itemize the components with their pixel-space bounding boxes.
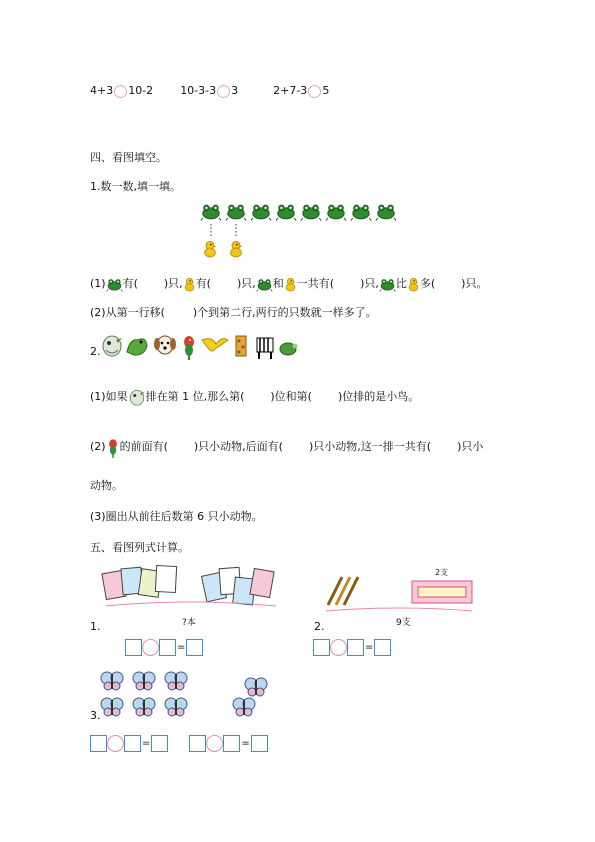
operator-circle[interactable] bbox=[206, 735, 223, 752]
equation-box[interactable] bbox=[374, 639, 391, 656]
section-5-heading: 五、看图列式计算。 bbox=[90, 541, 189, 554]
compare-circle-1[interactable] bbox=[114, 85, 127, 98]
butterfly-icon bbox=[164, 670, 188, 692]
q1-part: 多( bbox=[419, 277, 436, 290]
q2-part: 排在第 1 位,那么第( bbox=[145, 390, 245, 403]
q1-part: 有( bbox=[122, 277, 138, 290]
equals-sign: = bbox=[241, 737, 250, 749]
pencils-picture bbox=[320, 565, 480, 615]
chick-row bbox=[202, 240, 252, 260]
q1-part: 有( bbox=[195, 277, 211, 290]
section-4-heading: 四、看图填空。 bbox=[90, 151, 167, 164]
problem-3-equation bbox=[90, 734, 268, 752]
butterfly-icon bbox=[232, 696, 256, 718]
equation-box[interactable] bbox=[159, 639, 176, 656]
butterfly-icon bbox=[100, 696, 124, 718]
problem-1-number: 1. bbox=[90, 620, 101, 633]
problem-2-total: 9支 bbox=[396, 618, 411, 628]
frog-icon bbox=[200, 202, 222, 221]
frog-icon bbox=[300, 202, 322, 221]
question-1-line-1 bbox=[90, 275, 487, 293]
dog-icon bbox=[152, 332, 178, 358]
expr-2-left: 10-3-3 bbox=[180, 84, 217, 97]
q1-part: )只, bbox=[360, 277, 379, 290]
animal-row bbox=[100, 332, 300, 360]
equation-box[interactable] bbox=[313, 639, 330, 656]
q1-part: )只。 bbox=[461, 277, 488, 290]
chick-icon bbox=[183, 277, 196, 292]
q2-part: )只小动物,这一排一共有( bbox=[308, 440, 432, 453]
equation-box[interactable] bbox=[189, 735, 206, 752]
zebra-icon bbox=[254, 332, 276, 360]
equation-box[interactable] bbox=[125, 639, 142, 656]
q1-part: 比 bbox=[395, 277, 407, 290]
q2-part: (2) bbox=[90, 440, 106, 453]
butterfly-icon bbox=[100, 670, 124, 692]
problem-2-box-label: 2支 bbox=[435, 568, 449, 577]
q2-part: (1)如果 bbox=[90, 390, 128, 403]
problem-1-total: ?本 bbox=[182, 618, 196, 628]
q1-part: 和 bbox=[272, 277, 284, 290]
question-2-line-1 bbox=[90, 386, 419, 408]
chick-icon bbox=[284, 277, 297, 292]
expr-3-right: 5 bbox=[322, 84, 330, 97]
expr-1-right: 10-2 bbox=[128, 84, 154, 97]
question-2-line-2-cont: 动物。 bbox=[90, 479, 123, 492]
q1-part: 一共有( bbox=[296, 277, 335, 290]
equals-sign: = bbox=[177, 641, 186, 653]
butterfly-icon bbox=[132, 670, 156, 692]
chick-icon bbox=[407, 277, 420, 292]
q1-part: )只, bbox=[163, 277, 183, 290]
equation-box[interactable] bbox=[90, 735, 107, 752]
equation-box[interactable] bbox=[251, 735, 268, 752]
problem-2-number: 2. bbox=[314, 620, 325, 633]
question-1-title: 1.数一数,填一填。 bbox=[90, 180, 181, 193]
equals-sign: = bbox=[365, 641, 374, 653]
yellow-bird-icon bbox=[200, 334, 230, 356]
frog-icon bbox=[106, 277, 123, 292]
bird-icon bbox=[100, 332, 124, 358]
equation-box[interactable] bbox=[223, 735, 240, 752]
q2-part: )位和第( bbox=[270, 390, 312, 403]
butterfly-icon bbox=[164, 696, 188, 718]
compare-circle-2[interactable] bbox=[217, 85, 230, 98]
equation-box[interactable] bbox=[347, 639, 364, 656]
problem-3-number: 3. bbox=[90, 709, 101, 722]
dotted-guides bbox=[205, 224, 245, 240]
frog-icon bbox=[350, 202, 372, 221]
expr-1-left: 4+3 bbox=[90, 84, 114, 97]
compare-circle-3[interactable] bbox=[308, 85, 321, 98]
notebooks-picture bbox=[100, 562, 280, 610]
frog-icon bbox=[375, 202, 397, 221]
q1-part: )只, bbox=[236, 277, 256, 290]
bird-icon bbox=[128, 386, 146, 408]
frog-icon bbox=[225, 202, 247, 221]
q2-part: )只小 bbox=[457, 440, 484, 453]
parrot-icon bbox=[180, 332, 198, 360]
q2-part: 的前面有( bbox=[119, 440, 168, 453]
butterflies-picture bbox=[100, 670, 280, 722]
expr-2-right: 3 bbox=[231, 84, 239, 97]
dragon-icon bbox=[124, 332, 150, 358]
frog-icon bbox=[256, 277, 273, 292]
frog-icon bbox=[379, 277, 396, 292]
butterfly-icon bbox=[132, 696, 156, 718]
chick-icon bbox=[202, 240, 218, 258]
giraffe-icon bbox=[232, 332, 252, 360]
parrot-icon bbox=[106, 435, 120, 459]
turtle-icon bbox=[278, 338, 298, 358]
equals-sign: = bbox=[142, 737, 151, 749]
compare-row bbox=[90, 84, 329, 98]
operator-circle[interactable] bbox=[107, 735, 124, 752]
q1-part: (1) bbox=[90, 277, 106, 290]
q2-part: )位排的是小鸟。 bbox=[337, 390, 420, 403]
operator-circle[interactable] bbox=[142, 639, 159, 656]
equation-box[interactable] bbox=[151, 735, 168, 752]
question-2-number: 2. bbox=[90, 345, 101, 358]
chick-icon bbox=[228, 240, 244, 258]
butterfly-icon bbox=[244, 676, 268, 698]
operator-circle[interactable] bbox=[330, 639, 347, 656]
question-1-line-2[interactable]: (2)从第一行移( )个到第二行,两行的只数就一样多了。 bbox=[90, 306, 377, 319]
equation-box[interactable] bbox=[186, 639, 203, 656]
frog-icon bbox=[325, 202, 347, 221]
problem-1-equation bbox=[125, 638, 203, 656]
frog-icon bbox=[250, 202, 272, 221]
q2-part: )只小动物,后面有( bbox=[193, 440, 283, 453]
equation-box[interactable] bbox=[124, 735, 141, 752]
question-2-line-2 bbox=[90, 434, 483, 460]
frog-row bbox=[200, 202, 400, 224]
frog-icon bbox=[275, 202, 297, 221]
problem-2-equation bbox=[313, 638, 391, 656]
expr-3-left: 2+7-3 bbox=[273, 84, 308, 97]
question-2-line-3: (3)圈出从前往后数第 6 只小动物。 bbox=[90, 510, 263, 523]
